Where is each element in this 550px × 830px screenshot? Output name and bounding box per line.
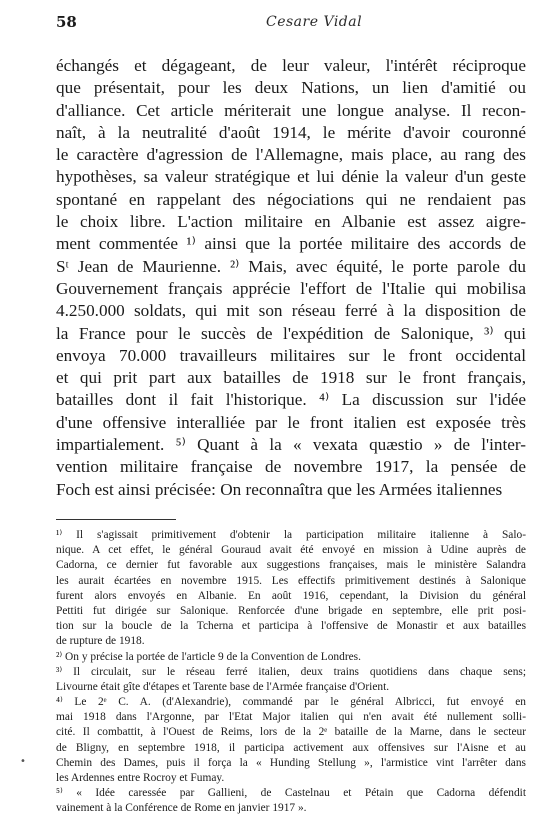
footnote-line: de rupture de 1918. — [56, 635, 145, 648]
footnote-line: Livourne était gîte d'étapes et Tarente base de l'Armée française d'Orient. — [56, 680, 390, 693]
footnotes — [56, 528, 526, 817]
text-line: Gouvernement français apprécie l'effort de l'Italie qui mobilisa — [56, 278, 526, 298]
text-line: Foch est ainsi précisée: On reconnaîtra que les Armées italiennes — [56, 479, 503, 499]
text-line: d'alliance. Cet article mériterait une longue analyse. Il recon- — [56, 100, 526, 120]
footnote-line: ³⁾ Il circulait, sur le réseau ferré italien, deux trains quotidiens dans chaque sens; — [56, 665, 526, 678]
margin-mark: • — [20, 756, 26, 767]
footnote-line: ⁴⁾ Le 2ᵉ C. A. (d'Alexandrie), commandé par le général Albricci, fut envoyé en — [56, 696, 526, 709]
text-line: ment commentée ¹⁾ ainsi que la portée militaire des accords de — [56, 234, 526, 254]
text-line: le caractère d'agression de l'Allemagne, mais place, au rang des — [56, 145, 526, 165]
footnote-line: Pettiti fut dirigée sur Salonique. Renforcée d'une brigade en septembre, elle prit posi- — [56, 604, 526, 617]
text-line: hypothèses, sa valeur stratégique et lui dénie la valeur d'un geste — [56, 167, 526, 187]
text-line: Sᵗ Jean de Maurienne. ²⁾ Mais, avec équité, le porte parole du — [56, 256, 526, 276]
footnote-line: Cadorna, ce dernier fut favorable aux suggestions françaises, mais le ministère Salandra — [56, 559, 526, 572]
text-line: la France pour le succès de l'expédition de Salonique, ³⁾ qui — [56, 323, 526, 343]
footnote-line: tion sur la boucle de la Tcherna et participa à l'offensive de Monastir et aux batailles — [56, 620, 526, 633]
main-text — [56, 55, 526, 501]
text-line: spontané en rappelant des négociations qui ne rendaient pas — [56, 189, 526, 209]
footnote-line: vainement à la Conférence de Rome en janvier 1917 ». — [56, 802, 307, 815]
page-header — [56, 13, 526, 35]
running-head: Cesare Vidal — [266, 14, 363, 30]
text-line: d'une offensive interalliée par le front italien est exposée très — [56, 412, 526, 432]
footnote-line: ¹⁾ Il s'agissait primitivement d'obtenir la participation militaire italienne à Salo- — [56, 529, 526, 541]
footnote-line: nique. A cet effet, le général Gouraud avait été envoyé en mission à Udine auprès de — [56, 544, 526, 557]
footnote-line: mai 1918 dans l'Argonne, par l'Etat Major italien qui n'en avait été nullement solli- — [56, 711, 526, 724]
footnote-line: ²⁾ On y précise la portée de l'article 9 de la Convention de Londres. — [56, 650, 361, 663]
footnote-line: Chemin des Dames, puis il força la « Hunding Stellung », l'armistice vint l'arrêter dans — [56, 756, 526, 769]
text-line: échangés et dégageant, de leur valeur, l'intérêt réciproque — [56, 56, 526, 75]
text-line: vention militaire française de novembre 1917, la pensée de — [56, 457, 526, 477]
text-line: impartialement. ⁵⁾ Quant à la « vexata quæstio » de l'inter- — [56, 435, 526, 455]
footnote-line: furent alors envoyés en Albanie. En août 1916, cependant, la Division du général — [56, 589, 526, 602]
text-line: naît, à la neutralité d'août 1914, le mérite d'avoir couronné — [56, 122, 526, 142]
text-line: 4.250.000 soldats, qui mit son réseau ferré à la disposition de — [56, 301, 526, 321]
text-line: et qui prit part aux batailles de 1918 sur le front français, — [56, 368, 526, 388]
footnote-line: cité. Il combattit, à l'Ouest de Reims, lors de la 2ᵉ bataille de la Marne, dans le secteur — [56, 726, 526, 739]
footnote-divider — [56, 519, 176, 520]
footnote-line: les Ardennes entre Rocroy et Fumay. — [56, 772, 225, 784]
footnote-line: de Bligny, en septembre 1918, il participa activement aux offensives sur l'Aisne et au — [56, 741, 526, 754]
text-line: que présentait, pour les deux Nations, un lien d'amitié ou — [56, 78, 526, 98]
page-number: 58 — [56, 13, 77, 31]
footnote-line: les aurait écartées en novembre 1915. Les effectifs primitivement destinés à Salonique — [56, 574, 526, 587]
text-line: batailles dont il fait l'historique. ⁴⁾ La discussion sur l'idée — [56, 390, 526, 410]
text-line: envoya 70.000 travailleurs militaires sur le front occidental — [56, 345, 526, 365]
footnote-line: ⁵⁾ « Idée caressée par Gallieni, de Castelnau et Pétain que Cadorna défendit — [56, 787, 526, 800]
text-line: le choix libre. L'action militaire en Albanie est assez aigre- — [56, 212, 526, 232]
